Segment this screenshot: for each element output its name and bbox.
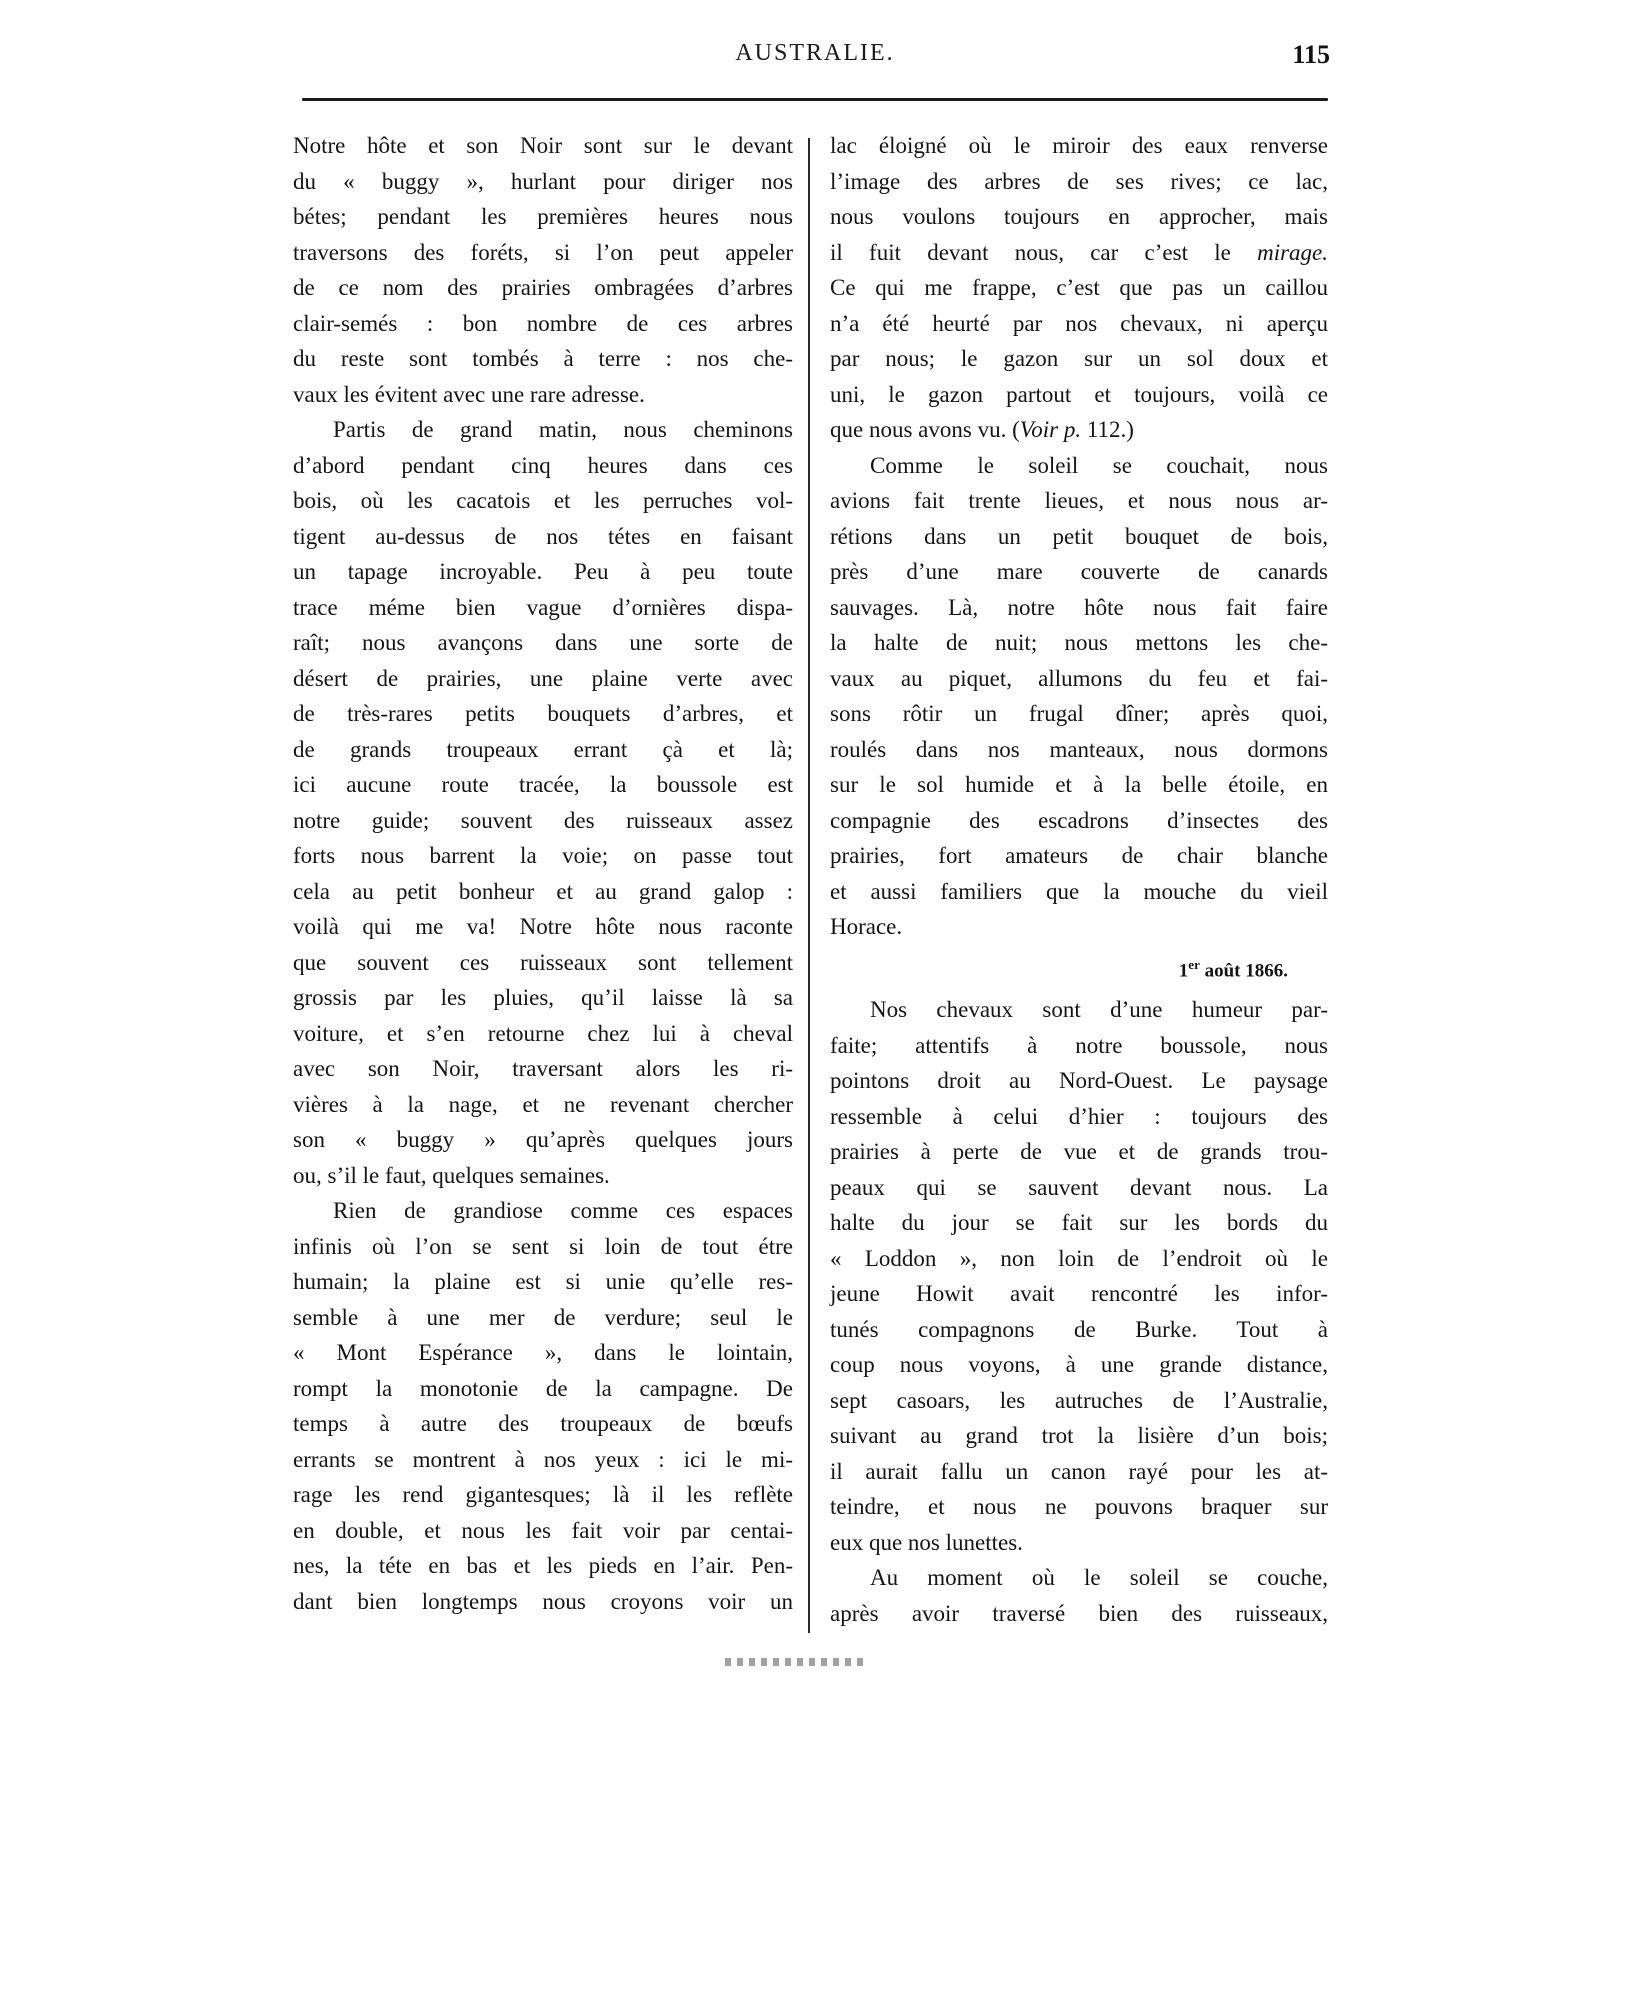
text-line: du reste sont tombés à terre : nos che-	[293, 346, 793, 371]
text-line: n’a été heurté par nos chevaux, ni aperçu	[830, 310, 1328, 336]
text-line: cela au petit bonheur et au grand galop :	[293, 878, 793, 904]
text-line: traversons des foréts, si l’on peut appeler	[293, 239, 793, 265]
column-divider	[808, 138, 810, 1633]
text-line: nes, la téte en bas et les pieds en l’air. Pen-	[293, 1553, 793, 1578]
text-line: ou, s’il le faut, quelques semaines.	[293, 1162, 610, 1188]
text-line: eux que nos lunettes.	[830, 1529, 1023, 1555]
text-line: forts nous barrent la voie; on passe tout	[293, 843, 793, 868]
text-segment: que nous avons vu. (	[830, 417, 1020, 442]
dateline-day: 1	[1178, 959, 1189, 981]
text-line: trace méme bien vague d’ornières dispa-	[293, 594, 793, 620]
text-line: vaux au piquet, allumons du feu et fai-	[830, 665, 1328, 691]
text-line: rompt la monotonie de la campagne. De	[293, 1375, 793, 1401]
text-line: infinis où l’on se sent si loin de tout étre	[293, 1233, 793, 1259]
text-line: notre guide; souvent des ruisseaux assez	[293, 807, 793, 833]
text-line: « Mont Espérance », dans le lointain,	[293, 1340, 793, 1365]
running-head	[300, 40, 1330, 80]
text-line: roulés dans nos manteaux, nous dormons	[830, 736, 1328, 762]
text-line: ici aucune route tracée, la boussole est	[293, 772, 793, 797]
text-line: l’image des arbres de ses rives; ce lac,	[830, 168, 1328, 194]
text-line: il aurait fallu un canon rayé pour les at-	[830, 1458, 1328, 1484]
text-line: sept casoars, les autruches de l’Australie,	[830, 1387, 1328, 1413]
text-line	[830, 235, 1328, 271]
text-line: un tapage incroyable. Peu à peu toute	[293, 559, 793, 584]
text-line: teindre, et nous ne pouvons braquer sur	[830, 1494, 1328, 1520]
running-title: AUSTRALIE.	[735, 40, 895, 66]
text-line: d’abord pendant cinq heures dans ces	[293, 452, 793, 478]
text-line: uni, le gazon partout et toujours, voilà ce	[830, 381, 1328, 407]
text-line: compagnie des escadrons d’insectes des	[830, 807, 1328, 833]
text-line: rétions dans un petit bouquet de bois,	[830, 523, 1328, 549]
dateline-superscript: er	[1188, 956, 1200, 972]
page-number: 115	[1292, 40, 1330, 69]
text-line: après avoir traversé bien des ruisseaux,	[830, 1600, 1328, 1626]
text-line: halte du jour se fait sur les bords du	[830, 1210, 1328, 1236]
text-line: suivant au grand trot la lisière d’un bois;	[830, 1423, 1328, 1449]
text-line: Partis de grand matin, nous cheminons	[333, 417, 793, 442]
text-line: près d’une mare couverte de canards	[830, 559, 1328, 584]
text-line: jeune Howit avait rencontré les infor-	[830, 1281, 1328, 1307]
right-column-text-before-date	[830, 128, 1328, 945]
text-line: sur le sol humide et à la belle étoile, en	[830, 772, 1328, 797]
right-column-text-after-date	[830, 992, 1328, 1631]
text-line: semble à une mer de verdure; seul le	[293, 1304, 793, 1330]
text-line: désert de prairies, une plaine verte avec	[293, 665, 793, 691]
text-line: prairies, fort amateurs de chair blanche	[830, 843, 1328, 868]
left-column	[293, 128, 793, 1619]
text-line: avions fait trente lieues, et nous nous ar-	[830, 488, 1328, 513]
text-line: prairies à perte de vue et de grands trou-	[830, 1139, 1328, 1165]
text-line: Notre hôte et son Noir sont sur le devant	[293, 133, 793, 158]
text-line: rage les rend gigantesques; là il les reflète	[293, 1482, 793, 1507]
text-line: tunés compagnons de Burke. Tout à	[830, 1316, 1328, 1342]
dateline-rest: août 1866.	[1199, 959, 1288, 981]
text-line: pointons droit au Nord-Ouest. Le paysage	[830, 1068, 1328, 1094]
right-column	[830, 128, 1328, 1631]
text-line: que souvent ces ruisseaux sont tellement	[293, 949, 793, 975]
text-line: nous voulons toujours en approcher, mais	[830, 204, 1328, 229]
text-line: clair-semés : bon nombre de ces arbres	[293, 310, 793, 336]
text-line: peaux qui se sauvent devant nous. La	[830, 1174, 1328, 1200]
text-line: faite; attentifs à notre boussole, nous	[830, 1032, 1328, 1058]
text-line: voiture, et s’en retourne chez lui à cheval	[293, 1020, 793, 1046]
text-line: la halte de nuit; nous mettons les che-	[830, 630, 1328, 655]
italic-text: mirage.	[1257, 239, 1328, 265]
text-line: Horace.	[830, 914, 903, 939]
dateline	[830, 947, 1328, 989]
text-line: bois, où les cacatois et les perruches vol-	[293, 488, 793, 513]
text-line: raît; nous avançons dans une sorte de	[293, 630, 793, 655]
text-line: Rien de grandiose comme ces espaces	[333, 1198, 793, 1223]
text-line: par nous; le gazon sur un sol doux et	[830, 346, 1328, 371]
text-line: vières à la nage, et ne revenant chercher	[293, 1091, 793, 1117]
text-line: lac éloigné où le miroir des eaux renverse	[830, 133, 1328, 158]
text-line: tigent au-dessus de nos tétes en faisant	[293, 523, 793, 549]
text-line: Comme le soleil se couchait, nous	[870, 452, 1328, 478]
text-line: en double, et nous les fait voir par centai-	[293, 1517, 793, 1543]
text-segment: 112.)	[1081, 417, 1134, 442]
text-line: bétes; pendant les premières heures nous	[293, 204, 793, 229]
text-line: de grands troupeaux errant çà et là;	[293, 736, 793, 762]
text-line: son « buggy » qu’après quelques jours	[293, 1127, 793, 1152]
text-line: et aussi familiers que la mouche du vieil	[830, 878, 1328, 904]
text-line: grossis par les pluies, qu’il laisse là sa	[293, 985, 793, 1010]
text-line: Nos chevaux sont d’une humeur par-	[870, 997, 1328, 1023]
header-rule	[302, 98, 1328, 101]
text-line: voilà qui me va! Notre hôte nous raconte	[293, 914, 793, 939]
text-line: de très-rares petits bouquets d’arbres, et	[293, 701, 793, 726]
italic-text: Voir p.	[1019, 417, 1082, 442]
text-line: du « buggy », hurlant pour diriger nos	[293, 168, 793, 194]
text-line: de ce nom des prairies ombragées d’arbres	[293, 275, 793, 300]
text-line	[830, 412, 1328, 448]
printing-smudge	[725, 1658, 865, 1666]
text-line: « Loddon », non loin de l’endroit où le	[830, 1245, 1328, 1271]
text-line: sons rôtir un frugal dîner; après quoi,	[830, 701, 1328, 726]
text-segment: il fuit devant nous, car c’est le	[830, 239, 1258, 265]
text-line: sauvages. Là, notre hôte nous fait faire	[830, 594, 1328, 620]
text-line: dant bien longtemps nous croyons voir un	[293, 1588, 793, 1614]
text-line: Au moment où le soleil se couche,	[870, 1565, 1328, 1591]
text-line: coup nous voyons, à une grande distance,	[830, 1352, 1328, 1378]
text-line: vaux les évitent avec une rare adresse.	[293, 381, 645, 407]
text-line: ressemble à celui d’hier : toujours des	[830, 1103, 1328, 1129]
text-line: Ce qui me frappe, c’est que pas un caillou	[830, 275, 1328, 300]
text-line: errants se montrent à nos yeux : ici le mi-	[293, 1446, 793, 1472]
text-line: temps à autre des troupeaux de bœufs	[293, 1411, 793, 1436]
text-line: humain; la plaine est si unie qu’elle res-	[293, 1269, 793, 1294]
text-line: avec son Noir, traversant alors les ri-	[293, 1056, 793, 1081]
